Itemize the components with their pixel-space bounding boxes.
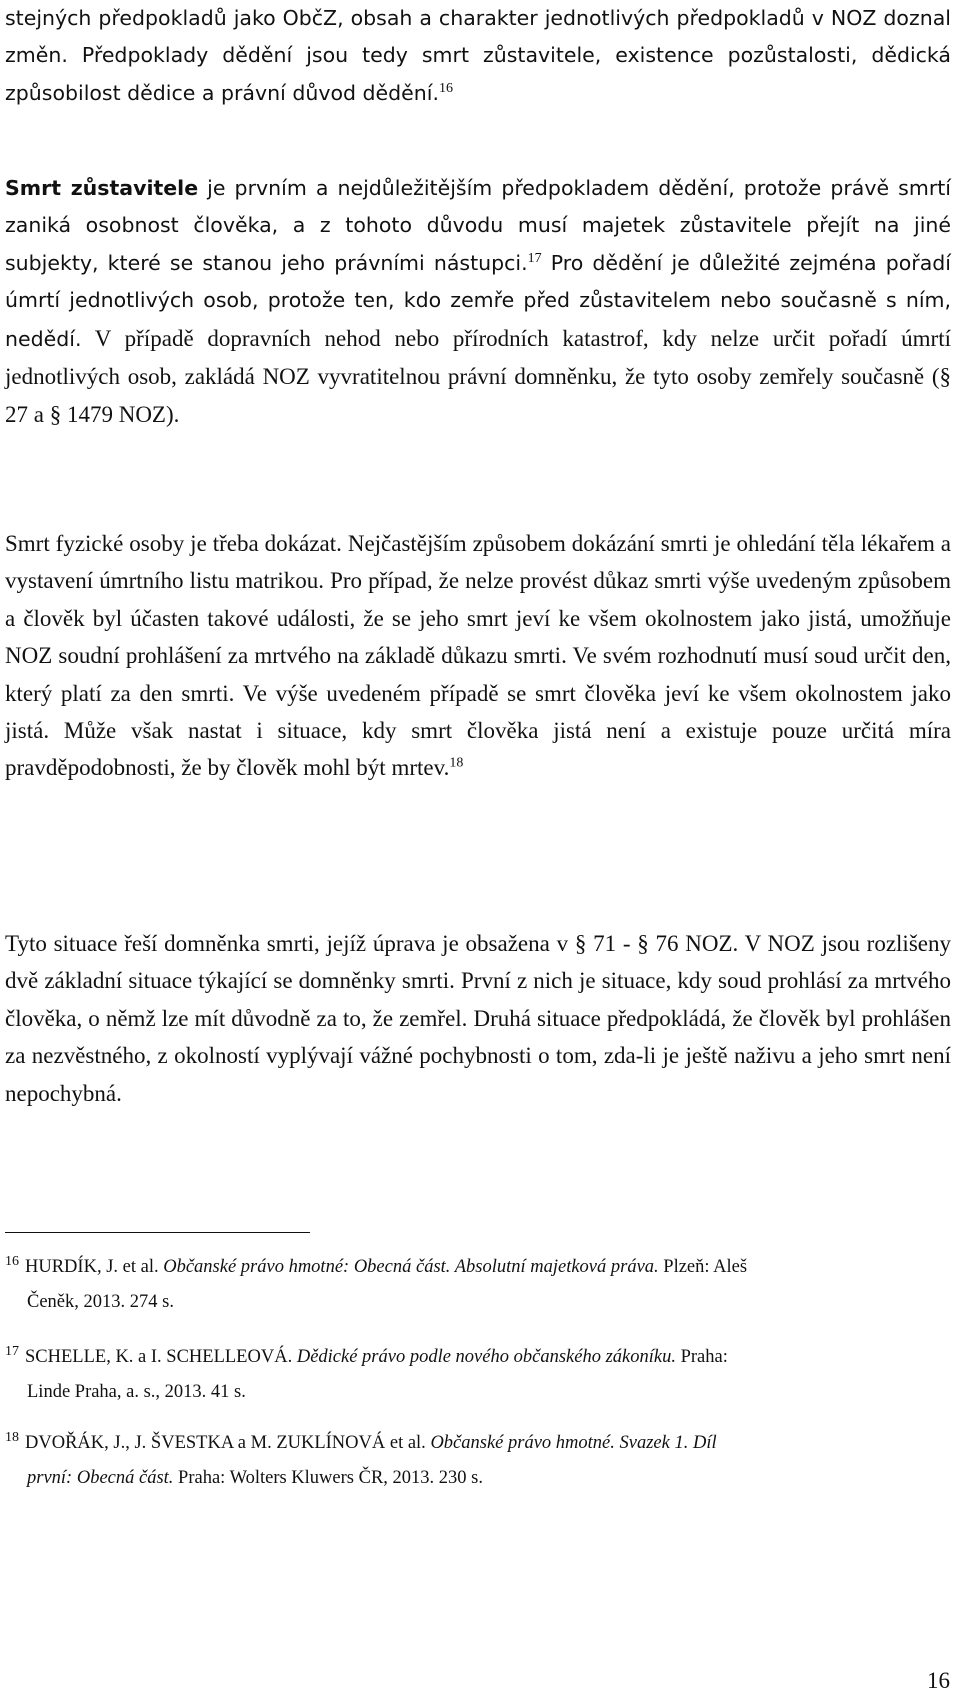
paragraph-death-of-testator <box>5 170 951 435</box>
paragraph-proof-of-death <box>5 525 951 787</box>
footnote-17 <box>5 1340 951 1410</box>
footnote-title: Občanské právo hmotné. Svazek 1. Díl <box>430 1433 717 1453</box>
paragraph-text: Tyto situace řeší domněnka smrti, jejíž úprava je obsažena v § 71 - § 76 NOZ. V NOZ jsou rozlišeny dvě základní situace týkající se domněnky smrti. První z nich je situace, kdy soud prohlásí za mrtvého člověka, o němž lze mít důvodně za to, že zemřel. Druhá situace předpokládá, že člověk byl prohlášen za nezvěstného, z okolností vyplývají vážné pochybnosti o tom, zda-li je ještě naživu a jeho smrt není nepochybná. <box>5 931 951 1106</box>
paragraph-text-serif: V případě dopravních nehod nebo přírodních katastrof, kdy nelze určit pořadí úmrtí jednotlivých osob, zakládá NOZ vyvratitelnou právní domněnku, že tyto osoby zemřely současně (§ 27 a § 1479 NOZ). <box>5 325 951 428</box>
footnote-ref-17: 17 <box>527 250 542 266</box>
footnote-publisher: Praha: Wolters Kluwers ČR, 2013. 230 s. <box>173 1468 483 1488</box>
footnote-publisher: Praha: <box>675 1347 728 1367</box>
paragraph-text: Pro dědění je důležité zejména pořadí úmrtí jednotlivých osob, protože ten, kdo zemře před zůstavitelem nebo současně s ním, nedědí. <box>5 250 951 351</box>
footnote-number: 16 <box>5 1253 19 1269</box>
footnote-authors: SCHELLE, K. a I. SCHELLEOVÁ. <box>25 1347 297 1367</box>
footnote-ref-18: 18 <box>449 755 464 771</box>
footnote-title-cont: první: Obecná část. <box>27 1468 174 1488</box>
footnote-authors: DVOŘÁK, J., J. ŠVESTKA a M. ZUKLÍNOVÁ et al. <box>25 1433 431 1453</box>
footnote-title: Dědické právo podle nového občanského zákoníku. <box>296 1347 676 1367</box>
paragraph-text: je prvním a nejdůležitějším předpokladem dědění, protože právě smrtí zaniká osobnost člověka, a z tohoto důvodu musí majetek zůstavitele přejít na jiné subjekty, které se stanou jeho právními nástupci. <box>5 176 951 275</box>
footnote-number: 18 <box>5 1429 19 1445</box>
paragraph-text: Pro případ, že nelze provést důkaz smrti výše uvedeným způsobem a člověk byl účasten takové události, že se jeho smrt jeví ke všem okolnostem jako jistá, umožňuje NOZ soudní prohlášení za mrtvého na základě důkazu smrti. Ve svém rozhodnutí musí soud určit den, který platí za den smrti. Ve výše uvedeném případě se smrt člověka jeví ke všem okolnostem jako jistá. Může však nastat i situace, kdy smrt člověka jistá není a existuje pouze určitá míra pravděpodobnosti, že by člověk mohl být mrtev. <box>5 568 951 781</box>
paragraph-presumption-of-death <box>5 925 951 1112</box>
paragraph-text: Smrt fyzické osoby je třeba dokázat. Nejčastějším způsobem dokázání smrti je ohledání těla lékařem a vystavení úmrtního listu matrikou. <box>5 531 951 594</box>
paragraph-intro <box>5 0 951 112</box>
footnote-publisher: Plzeň: Aleš <box>658 1257 748 1277</box>
footnote-authors: HURDÍK, J. et al. <box>25 1257 164 1277</box>
footnote-18 <box>5 1426 951 1496</box>
footnote-ref-16: 16 <box>438 80 453 96</box>
bold-term: Smrt zůstavitele <box>5 176 199 200</box>
footnote-publisher-cont: Linde Praha, a. s., 2013. 41 s. <box>27 1382 246 1402</box>
footnote-16 <box>5 1250 951 1320</box>
footnote-title: Občanské právo hmotné: Obecná část. Absolutní majetková práva. <box>163 1257 659 1277</box>
footnote-number: 17 <box>5 1343 19 1359</box>
footnote-publisher-cont: Čeněk, 2013. 274 s. <box>27 1292 174 1312</box>
paragraph-intro-text: stejných předpokladů jako ObčZ, obsah a charakter jednotlivých předpokladů v NOZ doznal změn. Předpoklady dědění jsou tedy smrt zůstavitele, existence pozůstalosti, dědická způsobilost dědice a právní důvod dědění. <box>5 6 951 105</box>
footnote-separator <box>5 1232 310 1233</box>
page-number: 16 <box>927 1668 950 1693</box>
